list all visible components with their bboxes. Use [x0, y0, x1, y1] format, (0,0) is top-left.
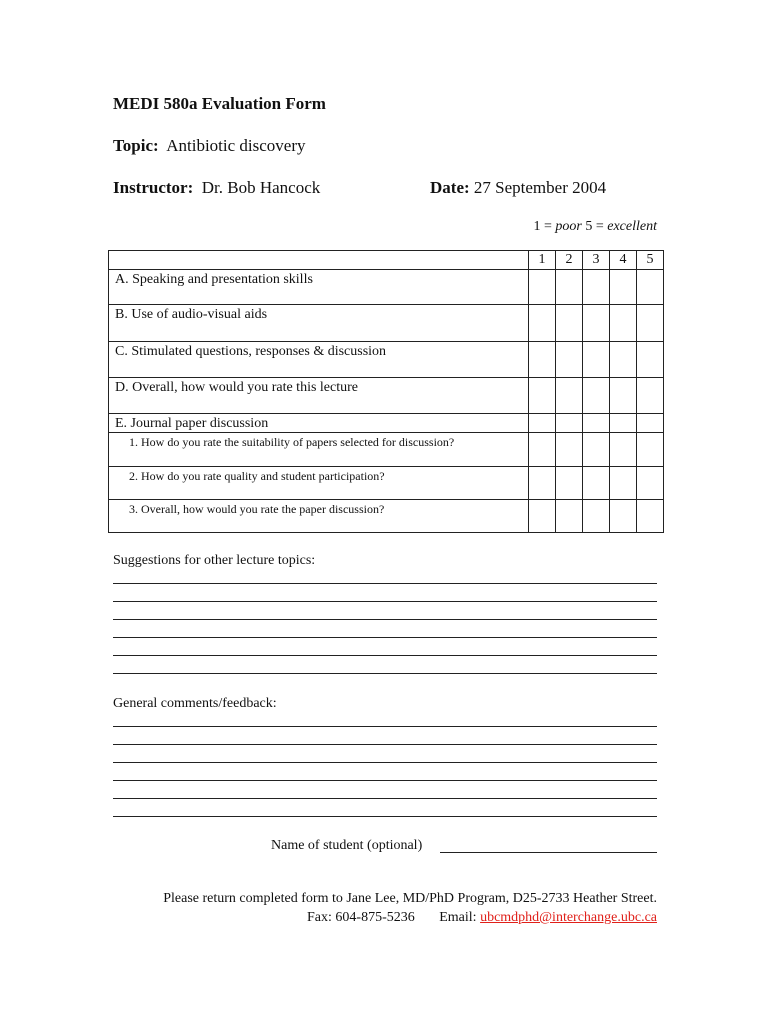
comments-label: General comments/feedback: — [113, 696, 277, 711]
header-cell-empty — [610, 414, 637, 433]
rating-box[interactable] — [637, 270, 664, 305]
date-label: Date: — [430, 178, 470, 197]
rating-box[interactable] — [529, 467, 556, 500]
rating-box[interactable] — [610, 342, 637, 378]
scale-mid: 5 = — [581, 219, 608, 234]
scale-pre: 1 = — [533, 219, 556, 234]
subrow-label-3: 3. Overall, how would you rate the paper discussion? — [129, 502, 385, 516]
rating-box[interactable] — [556, 270, 583, 305]
rating-box[interactable] — [583, 500, 610, 533]
rating-box[interactable] — [583, 467, 610, 500]
rating-box[interactable] — [637, 433, 664, 467]
column-header-3: 3 — [583, 251, 610, 270]
table-row — [109, 342, 664, 378]
suggestions-label: Suggestions for other lecture topics: — [113, 553, 316, 568]
table-row — [109, 414, 664, 433]
rating-box[interactable] — [583, 270, 610, 305]
rating-box[interactable] — [637, 500, 664, 533]
form-title: MEDI 580a Evaluation Form — [113, 94, 326, 113]
rating-box[interactable] — [583, 433, 610, 467]
table-row — [109, 433, 664, 467]
date-line — [430, 178, 606, 198]
rating-box[interactable] — [610, 500, 637, 533]
rating-box[interactable] — [556, 378, 583, 414]
suggestions-line[interactable] — [113, 637, 657, 638]
rating-box[interactable] — [637, 305, 664, 342]
contact-line — [307, 910, 657, 926]
rating-box[interactable] — [529, 433, 556, 467]
rating-box[interactable] — [637, 378, 664, 414]
table-header-row — [109, 251, 664, 270]
row-label-c: C. Stimulated questions, responses & discussion — [115, 344, 387, 359]
rating-box[interactable] — [556, 305, 583, 342]
instructor-value: Dr. Bob Hancock — [201, 178, 321, 197]
email-label: Email: — [439, 910, 477, 925]
rating-box[interactable] — [610, 433, 637, 467]
email-link[interactable]: ubcmdphd@interchange.ubc.ca — [480, 910, 657, 925]
student-name-line[interactable] — [440, 852, 657, 853]
evaluation-table — [108, 250, 664, 533]
rating-box[interactable] — [529, 500, 556, 533]
column-header-2: 2 — [556, 251, 583, 270]
topic-value: Antibiotic discovery — [166, 136, 306, 155]
comments-line[interactable] — [113, 744, 657, 745]
rating-box[interactable] — [637, 342, 664, 378]
student-name-label: Name of student (optional) — [271, 838, 423, 853]
rating-box[interactable] — [610, 378, 637, 414]
suggestions-line[interactable] — [113, 583, 657, 584]
table-row — [109, 305, 664, 342]
fax-number: Fax: 604-875-5236 — [307, 910, 415, 925]
row-label-a: A. Speaking and presentation skills — [115, 272, 313, 287]
table-row — [109, 500, 664, 533]
subrow-label-1: 1. How do you rate the suitability of papers selected for discussion? — [129, 435, 455, 449]
column-header-1: 1 — [529, 251, 556, 270]
comments-line[interactable] — [113, 798, 657, 799]
suggestions-line[interactable] — [113, 655, 657, 656]
rating-box[interactable] — [529, 305, 556, 342]
rating-box[interactable] — [529, 342, 556, 378]
rating-scale-legend — [533, 219, 657, 235]
row-label-e: E. Journal paper discussion — [115, 416, 269, 431]
rating-box[interactable] — [583, 342, 610, 378]
suggestions-line[interactable] — [113, 601, 657, 602]
comments-line[interactable] — [113, 762, 657, 763]
table-row — [109, 270, 664, 305]
comments-line[interactable] — [113, 816, 657, 817]
scale-excellent: excellent — [607, 219, 657, 234]
rating-box[interactable] — [556, 342, 583, 378]
rating-box[interactable] — [610, 270, 637, 305]
header-blank-cell — [109, 251, 529, 270]
suggestions-line[interactable] — [113, 619, 657, 620]
table-row — [109, 467, 664, 500]
rating-box[interactable] — [556, 500, 583, 533]
return-instructions: Please return completed form to Jane Lee, MD/PhD Program, D25-2733 Heather Street. — [163, 891, 657, 906]
rating-box[interactable] — [529, 378, 556, 414]
instructor-line — [113, 178, 320, 198]
header-cell-empty — [556, 414, 583, 433]
rating-box[interactable] — [637, 467, 664, 500]
rating-box[interactable] — [583, 378, 610, 414]
comments-line[interactable] — [113, 780, 657, 781]
rating-box[interactable] — [529, 270, 556, 305]
date-value: 27 September 2004 — [473, 178, 607, 197]
rating-box[interactable] — [610, 305, 637, 342]
subrow-label-2: 2. How do you rate quality and student participation? — [129, 469, 385, 483]
topic-line — [113, 136, 306, 156]
instructor-label: Instructor: — [113, 178, 194, 197]
scale-poor: poor — [555, 219, 582, 234]
row-label-b: B. Use of audio-visual aids — [115, 307, 268, 322]
comments-line[interactable] — [113, 726, 657, 727]
topic-label: Topic: — [113, 136, 159, 155]
header-cell-empty — [529, 414, 556, 433]
rating-box[interactable] — [556, 467, 583, 500]
header-cell-empty — [637, 414, 664, 433]
rating-box[interactable] — [583, 305, 610, 342]
row-label-d: D. Overall, how would you rate this lecture — [115, 380, 358, 395]
rating-box[interactable] — [610, 467, 637, 500]
column-header-5: 5 — [637, 251, 664, 270]
rating-box[interactable] — [556, 433, 583, 467]
column-header-4: 4 — [610, 251, 637, 270]
table-row — [109, 378, 664, 414]
header-cell-empty — [583, 414, 610, 433]
suggestions-line[interactable] — [113, 673, 657, 674]
